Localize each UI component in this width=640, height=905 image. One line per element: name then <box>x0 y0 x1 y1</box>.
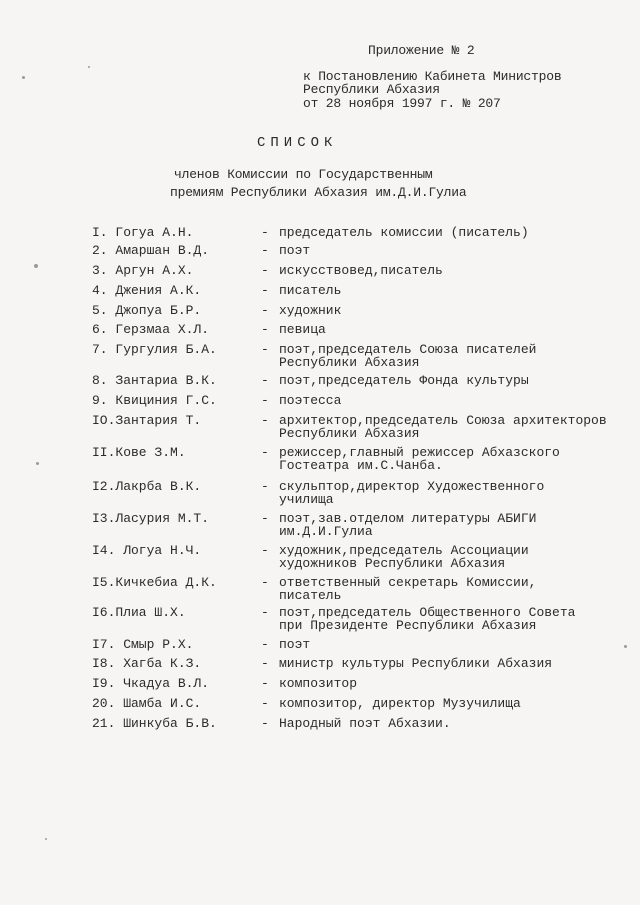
member-dash: - <box>261 303 269 318</box>
member-name: I4. Логуа Н.Ч. <box>92 543 202 558</box>
member-role-line: искусствовед,писатель <box>279 263 443 278</box>
member-role <box>279 697 521 710</box>
member-role-line: поэтесса <box>279 393 342 408</box>
member-role-line: писатель <box>279 588 342 603</box>
member-role-line: поэт <box>279 637 311 652</box>
member-role <box>279 606 575 632</box>
member-role <box>279 264 443 277</box>
member-dash: - <box>261 656 269 671</box>
member-name: 3. Аргун А.Х. <box>92 263 194 278</box>
member-role <box>279 446 560 472</box>
member-dash: - <box>261 342 269 357</box>
member-role <box>279 638 310 651</box>
reference-line-3: от 28 ноября 1997 г. № 207 <box>303 96 501 111</box>
member-name: I7. Смыр Р.Х. <box>92 637 194 652</box>
member-role-line: композитор <box>279 676 358 691</box>
member-role <box>279 374 529 387</box>
member-dash: - <box>261 676 269 691</box>
member-dash: - <box>261 225 269 240</box>
member-dash: - <box>261 393 269 408</box>
member-dash: - <box>261 283 269 298</box>
member-role-line: училища <box>279 492 334 507</box>
scan-speck <box>45 838 47 840</box>
member-role-line: Гостеатра им.С.Чанба. <box>279 458 443 473</box>
member-name: I3.Ласурия М.Т. <box>92 511 210 526</box>
member-name: I6.Плиа Ш.Х. <box>92 605 186 620</box>
member-role-line: композитор, директор Музучилища <box>279 696 521 711</box>
member-role-line: поэт,председатель Фонда культуры <box>279 373 529 388</box>
subtitle-line-2: премиям Республики Абхазия им.Д.И.Гулиа <box>170 185 467 200</box>
member-role-line: им.Д.И.Гулиа <box>279 524 373 539</box>
reference-line-2: Республики Абхазия <box>303 82 440 97</box>
appendix-label: Приложение № 2 <box>368 43 475 58</box>
document-title: СПИСОК <box>257 135 338 151</box>
member-role <box>279 244 310 257</box>
scan-speck <box>34 264 38 268</box>
scan-speck <box>88 66 90 68</box>
member-role-line: художник <box>279 303 342 318</box>
member-role-line: Республики Абхазия <box>279 426 420 441</box>
member-role <box>279 717 451 730</box>
member-dash: - <box>261 716 269 731</box>
scan-speck <box>36 462 39 465</box>
member-role <box>279 323 326 336</box>
member-role-line: архитектор,председатель Союза архитекторов <box>279 413 607 428</box>
member-role <box>279 343 536 369</box>
member-name: 4. Джения А.К. <box>92 283 202 298</box>
member-role-line: режиссер,главный режиссер Абхазского <box>279 445 560 460</box>
member-name: 9. Квициния Г.С. <box>92 393 217 408</box>
member-name: IO.Зантария Т. <box>92 413 202 428</box>
member-dash: - <box>261 575 269 590</box>
member-name: 20. Шамба И.С. <box>92 696 202 711</box>
member-role <box>279 304 341 317</box>
member-dash: - <box>261 605 269 620</box>
member-role-line: Республики Абхазия <box>279 355 420 370</box>
member-role-line: поэт,председатель Общественного Совета <box>279 605 576 620</box>
member-role <box>279 226 529 239</box>
member-name: 6. Герзмаа Х.Л. <box>92 322 210 337</box>
member-name: II.Кове З.М. <box>92 445 186 460</box>
member-dash: - <box>261 413 269 428</box>
member-name: 2. Амаршан В.Д. <box>92 243 210 258</box>
member-name: I2.Лакрба В.К. <box>92 479 202 494</box>
member-dash: - <box>261 243 269 258</box>
member-dash: - <box>261 373 269 388</box>
member-role <box>279 414 607 440</box>
member-role-line: писатель <box>279 283 342 298</box>
member-role-line: художников Республики Абхазия <box>279 556 506 571</box>
member-role-line: поэт <box>279 243 311 258</box>
member-role <box>279 284 341 297</box>
member-role-line: скульптор,директор Художественного <box>279 479 545 494</box>
subtitle-line-1: членов Комиссии по Государственным <box>174 167 433 182</box>
member-role <box>279 677 357 690</box>
member-role <box>279 394 341 407</box>
member-dash: - <box>261 479 269 494</box>
member-dash: - <box>261 263 269 278</box>
member-dash: - <box>261 637 269 652</box>
member-role-line: поэт,зав.отделом литературы АБИГИ <box>279 511 537 526</box>
member-name: 7. Гургулия Б.А. <box>92 342 217 357</box>
member-role <box>279 576 536 602</box>
member-role-line: певица <box>279 322 326 337</box>
scan-speck <box>624 645 627 648</box>
member-role <box>279 512 536 538</box>
member-dash: - <box>261 696 269 711</box>
member-role-line: при Президенте Республики Абхазия <box>279 618 537 633</box>
member-name: I9. Чкадуа В.Л. <box>92 676 210 691</box>
member-role-line: председатель комиссии (писатель) <box>279 225 529 240</box>
member-dash: - <box>261 511 269 526</box>
member-role-line: художник,председатель Ассоциации <box>279 543 529 558</box>
member-name: 5. Джопуа Б.Р. <box>92 303 202 318</box>
member-role <box>279 544 529 570</box>
member-role-line: Народный поэт Абхазии. <box>279 716 451 731</box>
member-dash: - <box>261 445 269 460</box>
member-role-line: ответственный секретарь Комиссии, <box>279 575 537 590</box>
member-role <box>279 480 544 506</box>
member-name: I5.Кичкебиа Д.К. <box>92 575 217 590</box>
member-name: 8. Зантариа В.К. <box>92 373 217 388</box>
member-name: I8. Хагба К.З. <box>92 656 202 671</box>
member-role-line: министр культуры Республики Абхазия <box>279 656 553 671</box>
member-dash: - <box>261 543 269 558</box>
reference-line-1: к Постановлению Кабинета Министров <box>303 69 562 84</box>
member-role <box>279 657 552 670</box>
member-role-line: поэт,председатель Союза писателей <box>279 342 537 357</box>
member-name: I. Гогуа А.Н. <box>92 225 194 240</box>
member-dash: - <box>261 322 269 337</box>
member-name: 21. Шинкуба Б.В. <box>92 716 217 731</box>
scan-speck <box>22 76 25 79</box>
